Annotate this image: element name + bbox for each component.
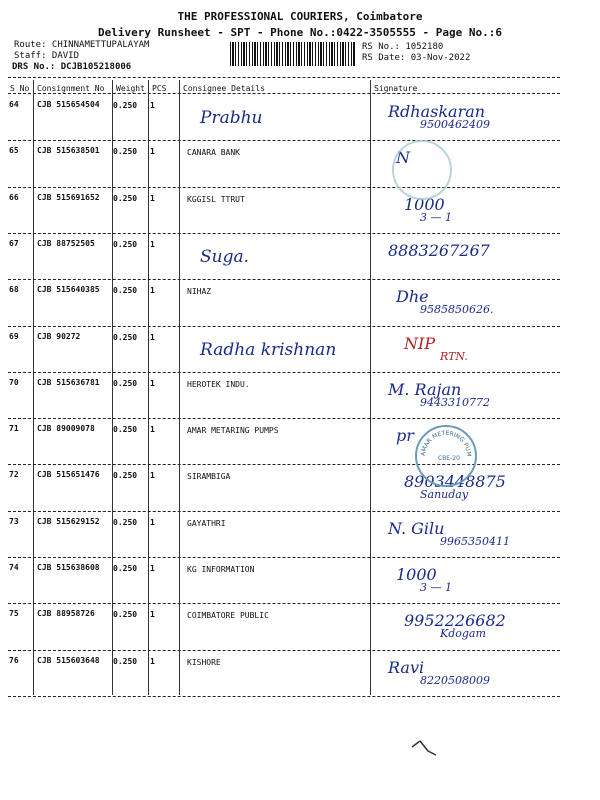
row-pcs: 1 <box>150 610 155 620</box>
row-sno: 66 <box>9 192 19 202</box>
row-consignment: CJB 88958726 <box>37 609 95 619</box>
row-signature-extra: 8220508009 <box>420 673 490 687</box>
row-signature: Ravi <box>388 657 425 677</box>
row-consignee: SIRAMBIGA <box>187 472 231 482</box>
row-sno: 70 <box>9 377 19 387</box>
row-sno: 73 <box>9 516 19 526</box>
row-consignment: CJB 515603648 <box>37 655 100 665</box>
row-consignee-handwritten: Radha krishnan <box>200 339 337 360</box>
row-signature-extra: Kdogam <box>440 627 486 641</box>
row-consignment: CJB 515651476 <box>37 470 100 480</box>
row-consignee: KISHORE <box>187 657 221 667</box>
column-header-divider <box>8 93 560 94</box>
row-signature: N <box>396 148 410 168</box>
seal-code: CBE-20 <box>438 455 460 462</box>
row-consignment: CJB 515640385 <box>37 285 100 295</box>
row-sno: 68 <box>9 285 19 295</box>
row-consignee: AMAR METARING PUMPS <box>187 426 279 436</box>
row-consignee: GAYATHRI <box>187 518 226 528</box>
row-sno: 64 <box>9 100 19 109</box>
row-signature: Dhe <box>396 287 429 307</box>
row-consignment: CJB 88752505 <box>37 238 95 248</box>
row-pcs: 1 <box>150 564 155 573</box>
row-weight: 0.250 <box>113 471 138 481</box>
row-sno: 69 <box>9 331 19 341</box>
row-weight: 0.250 <box>113 286 138 296</box>
col-sno: S No <box>10 84 30 93</box>
col-weight: Weight <box>116 84 145 93</box>
row-signature-extra: 9965350411 <box>440 534 510 548</box>
row-divider <box>8 603 560 604</box>
row-consignee: NIHAZ <box>187 287 212 297</box>
row-signature-extra: Sanuday <box>420 488 469 502</box>
row-signature-extra: RTN. <box>440 349 468 363</box>
row-weight: 0.250 <box>113 332 138 342</box>
staff-label: Staff: DAVID <box>14 51 80 61</box>
runsheet-subtitle: Delivery Runsheet - SPT - Phone No.:0422-3505555 - Page No.:6 <box>98 26 502 39</box>
barcode <box>230 42 355 66</box>
seal-text: AMAR METERING PUM <box>419 429 473 457</box>
col-signature: Signature <box>374 84 418 93</box>
row-sno: 74 <box>9 563 19 572</box>
row-sno: 76 <box>9 655 19 665</box>
row-sno: 72 <box>9 470 19 480</box>
row-divider <box>8 418 560 419</box>
row-consignment: CJB 515654504 <box>37 100 100 109</box>
row-weight: 0.250 <box>113 378 138 388</box>
company-seal-icon <box>415 425 477 487</box>
rs-no-label: RS No.: 1052180 <box>362 42 444 52</box>
row-weight: 0.250 <box>113 517 138 527</box>
drs-label: DRS No.: DCJB105218006 <box>12 62 132 72</box>
header-divider <box>8 77 560 78</box>
row-consignee: KG INFORMATION <box>187 565 255 574</box>
row-consignee: HEROTEK INDU. <box>187 379 250 389</box>
row-signature: NIP <box>404 333 436 353</box>
row-signature: M. Rajan <box>388 379 462 399</box>
row-signature: 8883267267 <box>388 240 490 260</box>
row-weight: 0.250 <box>113 425 138 435</box>
row-signature: 8903448875 <box>404 472 506 492</box>
row-pcs: 1 <box>150 147 155 157</box>
row-divider <box>8 557 560 558</box>
row-weight: 0.250 <box>113 564 138 573</box>
row-pcs: 1 <box>150 471 155 481</box>
company-title: THE PROFESSIONAL COURIERS, Coimbatore <box>177 10 423 23</box>
row-consignment: CJB 515638501 <box>37 146 100 156</box>
row-weight: 0.250 <box>113 610 138 620</box>
row-consignment: CJB 515636781 <box>37 377 100 387</box>
bank-stamp-icon <box>392 140 452 200</box>
row-signature-extra: 9443310772 <box>420 395 490 409</box>
row-signature-extra: 3 — 1 <box>420 210 452 224</box>
route-label: Route: CHINNAMETTUPALAYAM <box>14 40 150 50</box>
row-divider <box>8 372 560 373</box>
row-pcs: 1 <box>150 656 155 666</box>
row-sno: 75 <box>9 609 19 619</box>
row-consignment: CJB 90272 <box>37 331 81 341</box>
row-sno: 67 <box>9 238 19 248</box>
col-pcs: PCS <box>152 84 167 93</box>
stray-mark-icon <box>408 735 444 759</box>
row-weight: 0.250 <box>113 239 138 249</box>
row-consignee-handwritten: Suga. <box>200 246 250 267</box>
row-consignment: CJB 515691652 <box>37 192 100 202</box>
row-pcs: 1 <box>150 286 155 296</box>
rs-date-label: RS Date: 03-Nov-2022 <box>362 53 471 63</box>
row-divider <box>8 464 560 465</box>
row-divider <box>8 279 560 280</box>
row-signature: N. Gilu <box>388 518 445 538</box>
row-weight: 0.250 <box>113 193 138 203</box>
row-signature-extra: 9500462409 <box>420 118 490 131</box>
col-consignment: Consignment No <box>37 84 105 93</box>
row-pcs: 1 <box>150 425 155 435</box>
row-signature-extra: 9585850626. <box>420 303 494 317</box>
row-sno: 65 <box>9 146 19 156</box>
row-pcs: 1 <box>150 378 155 388</box>
row-signature: 9952226682 <box>404 611 506 631</box>
row-consignee: COIMBATORE PUBLIC <box>187 611 269 621</box>
row-weight: 0.250 <box>113 147 138 157</box>
row-consignment: CJB 515629152 <box>37 516 100 526</box>
row-signature: 1000 <box>396 565 437 584</box>
row-consignee: KGGISL TTRUT <box>187 194 245 204</box>
row-weight: 0.250 <box>113 656 138 666</box>
row-pcs: 1 <box>150 101 155 110</box>
row-divider <box>8 187 560 188</box>
row-pcs: 1 <box>150 239 155 249</box>
row-consignee-handwritten: Prabhu <box>200 108 263 128</box>
row-consignment: CJB 89009078 <box>37 424 95 434</box>
row-divider <box>8 326 560 327</box>
row-divider <box>8 233 560 234</box>
svg-text:AMAR METERING PUMPS <box>417 427 472 457</box>
row-divider <box>8 650 560 651</box>
row-signature: pr <box>396 426 414 446</box>
row-consignee: CANARA BANK <box>187 148 240 158</box>
row-signature: Rdhaskaran <box>388 102 486 121</box>
row-signature: 1000 <box>404 194 445 214</box>
row-signature-extra: 3 — 1 <box>420 581 452 594</box>
col-consignee: Consignee Details <box>183 84 265 93</box>
row-pcs: 1 <box>150 332 155 342</box>
row-divider <box>8 696 560 697</box>
row-divider <box>8 140 560 141</box>
row-consignment: CJB 515638608 <box>37 563 100 572</box>
row-pcs: 1 <box>150 517 155 527</box>
row-weight: 0.250 <box>113 101 138 110</box>
row-sno: 71 <box>9 424 19 434</box>
row-divider <box>8 511 560 512</box>
row-pcs: 1 <box>150 193 155 203</box>
